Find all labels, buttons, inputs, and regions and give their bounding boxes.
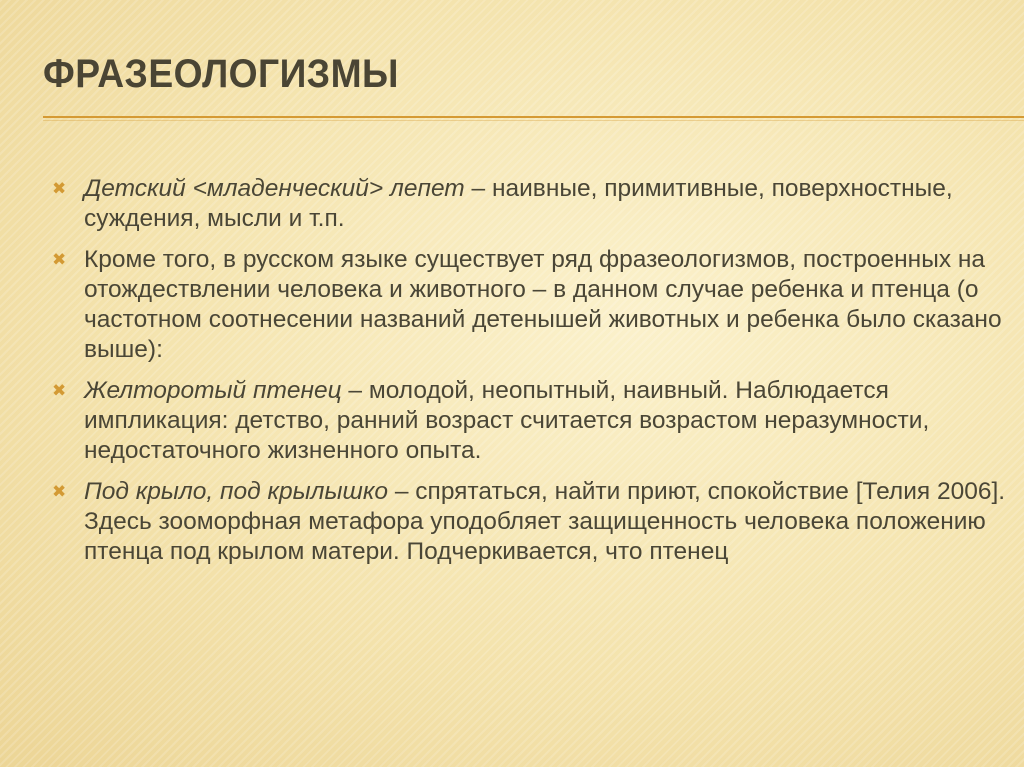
x-mark-icon: ✖ [52, 381, 67, 400]
x-mark-icon: ✖ [52, 250, 67, 269]
x-mark-icon: ✖ [52, 482, 67, 501]
slide-title: ФРАЗЕОЛОГИЗМЫ [43, 52, 399, 96]
bullet-text: – молодой, неопытный, наивный. Наблюдается импликация: детство, ранний возраст считается возрастом неразумности, недостаточного жизненного опыта. [84, 377, 930, 464]
bullet-item-1 [46, 174, 1006, 234]
bullet-item-2 [46, 245, 1006, 365]
title-divider [43, 116, 1024, 118]
x-mark-icon: ✖ [52, 179, 67, 198]
bullet-list [46, 174, 1006, 578]
bullet-text: – наивные, примитивные, поверхностные, суждения, мысли и т.п. [84, 175, 953, 232]
bullet-item-3 [46, 376, 1006, 466]
bullet-text: Кроме того, в русском языке существует ряд фразеологизмов, построенных на отождествлении человека и животного – в данном случае ребенка и птенца (о частотном соотнесении названий детенышей животных и ребенка было сказано выше): [84, 246, 1002, 363]
bullet-item-4 [46, 477, 1006, 567]
bullet-text: – спрятаться, найти приют, спокойствие [Телия 2006]. Здесь зооморфная метафора уподобляет защищенность человека положению птенца под крылом матери. Подчеркивается, что птенец [84, 478, 1006, 565]
idiom-term: Желторотый птенец [84, 377, 342, 404]
idiom-term: Детский <младенческий> лепет [84, 175, 465, 202]
idiom-term: Под крыло, под крылышко [84, 478, 389, 505]
